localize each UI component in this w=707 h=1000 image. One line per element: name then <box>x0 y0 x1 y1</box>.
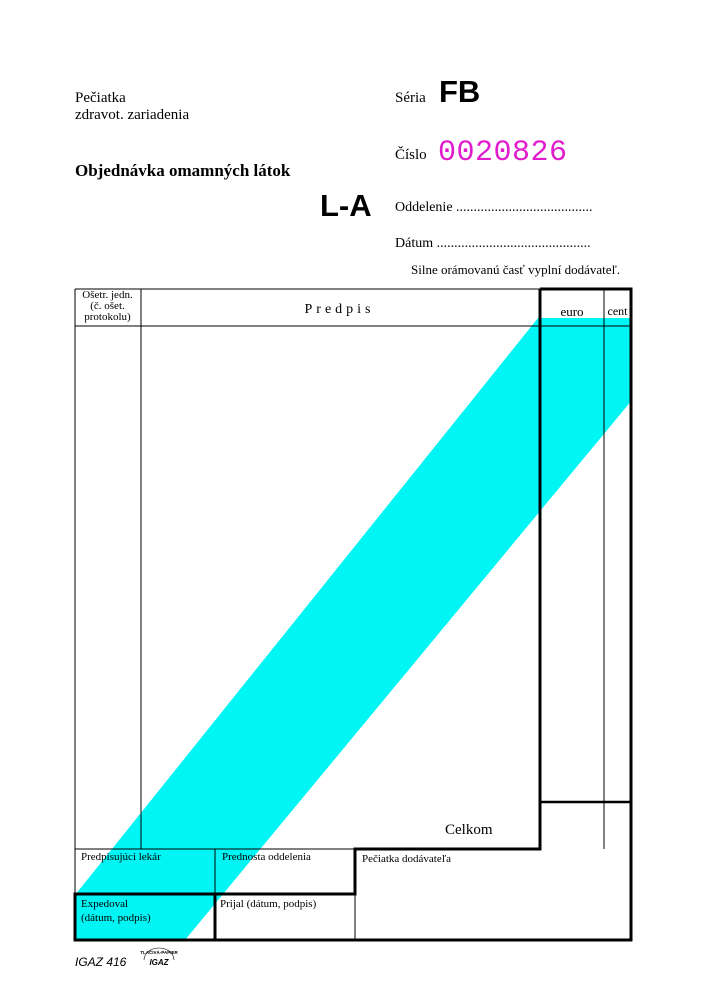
ward-header-line3: protokolu) <box>84 311 131 323</box>
dispatched-line2: (dátum, podpis) <box>81 912 151 924</box>
form-number: IGAZ 416 <box>75 955 127 969</box>
department-field[interactable]: Oddelenie ....................................... <box>395 200 593 215</box>
security-band <box>75 318 632 940</box>
serial-number: 0020826 <box>438 136 568 170</box>
number-label: Číslo <box>395 147 427 163</box>
igaz-logo-icon <box>140 946 178 972</box>
date-field[interactable]: Dátum ............................................ <box>395 236 591 251</box>
form-title: Objednávka omamných látok <box>75 161 291 180</box>
svg-text:TLAČIVÁ-PAPIER: TLAČIVÁ-PAPIER <box>140 950 178 955</box>
prescription-column-header: Predpis <box>304 302 375 317</box>
supplier-stamp-label: Pečiatka dodávateľa <box>362 853 452 865</box>
svg-text:IGAZ: IGAZ <box>149 958 169 967</box>
total-label: Celkom <box>445 822 493 838</box>
stamp-label-line1: Pečiatka <box>75 90 126 106</box>
head-of-department-label: Prednosta oddelenia <box>222 851 311 863</box>
ward-column-header <box>75 290 140 323</box>
form-code: L-A <box>320 188 372 223</box>
stamp-label-line2: zdravot. zariadenia <box>75 107 190 123</box>
ward-header-line2: (č. ošet. <box>90 300 125 312</box>
ward-header-line1: Ošetr. jedn. <box>82 289 133 301</box>
dispatched-line1: Expedoval <box>81 898 129 910</box>
cent-column-header: cent <box>607 304 628 318</box>
received-label: Prijal (dátum, podpis) <box>220 898 317 910</box>
euro-column-header: euro <box>560 304 584 319</box>
dispatched-label <box>81 897 151 925</box>
supplier-note: Silne orámovanú časť vyplní dodávateľ. <box>411 262 621 277</box>
series-label: Séria <box>395 90 426 106</box>
series-value: FB <box>439 74 481 109</box>
prescriber-label: Predpisujúci lekár <box>81 851 161 863</box>
